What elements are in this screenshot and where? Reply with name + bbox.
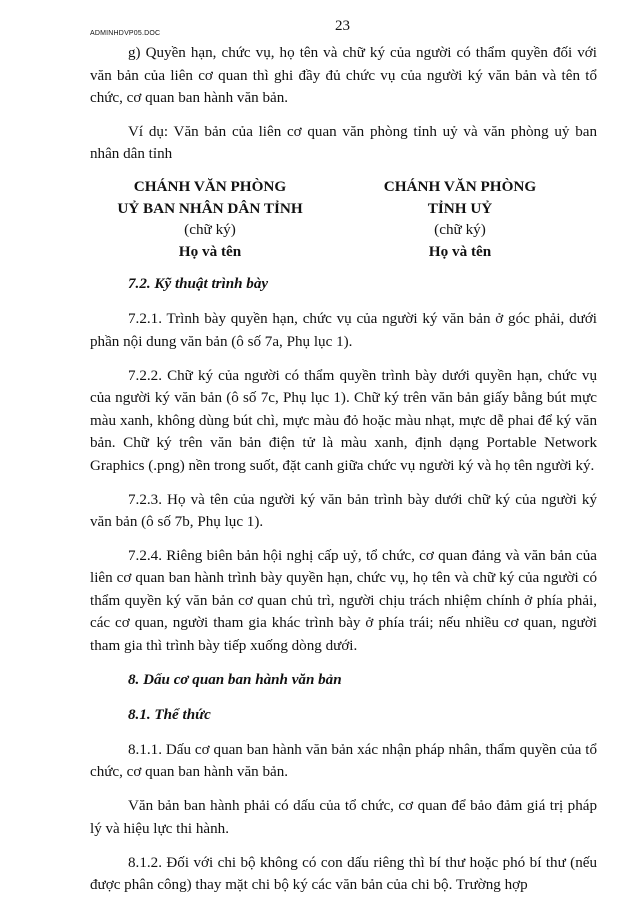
paragraph-7-2-3: 7.2.3. Họ và tên của người ký văn bản trình bày dưới chữ ký của người ký văn bản (ô số 7b, Phụ lục 1). xyxy=(90,491,597,531)
heading-8: 8. Dấu cơ quan ban hành văn bản xyxy=(128,671,342,688)
signature-right-name: Họ và tên xyxy=(428,242,492,260)
paragraph-8-1-1-b: Văn bản ban hành phải có dấu của tổ chức, cơ quan để bảo đảm giá trị pháp lý và hiệu lực thi hành. xyxy=(90,798,597,837)
heading-8-1: 8.1. Thể thức xyxy=(128,706,211,723)
document-body xyxy=(90,42,597,908)
signature-left-name: Họ và tên xyxy=(178,242,242,260)
signature-example-block xyxy=(90,176,597,262)
signature-left-title-1: CHÁNH VĂN PHÒNG xyxy=(133,178,287,196)
signature-left-title-2: UỶ BAN NHÂN DÂN TỈNH xyxy=(117,199,303,217)
signature-left-note: (chữ ký) xyxy=(184,221,236,239)
paragraph-example: Ví dụ: Văn bản của liên cơ quan văn phòng tỉnh uỷ và văn phòng uỷ ban nhân dân tỉnh xyxy=(90,123,597,163)
page-number: 23 xyxy=(335,18,350,34)
heading-7-2: 7.2. Kỹ thuật trình bày xyxy=(128,276,269,293)
paragraph-7-2-4: 7.2.4. Riêng biên bản hội nghị cấp uỷ, tổ chức, cơ quan đảng và văn bản của liên cơ quan ban hành trình bày quyền hạn, chức vụ, họ tên và chữ ký của người có thẩm quyền ký văn bản cơ quan chủ trì, người chịu trách nhiệm chính ở phía phải, các cơ quan, người tham gia khác trình bày ở phía trái; nếu nhiều cơ quan, người tham gia thì trình bày tiếp xuống dòng dưới. xyxy=(90,547,597,654)
paragraph-8-1-2: 8.1.2. Đối với chi bộ không có con dấu riêng thì bí thư hoặc phó bí thư (nếu được phân công) thay mặt chi bộ ký các văn bản của chi bộ. Trường hợp xyxy=(90,854,597,894)
signature-right-title-1: CHÁNH VĂN PHÒNG xyxy=(383,178,537,196)
paragraph-7-2-1: 7.2.1. Trình bày quyền hạn, chức vụ của người ký văn bản ở góc phải, dưới phần nội dung văn bản (ô số 7a, Phụ lục 1). xyxy=(90,311,597,350)
paragraph-g: g) Quyền hạn, chức vụ, họ tên và chữ ký của người có thẩm quyền đối với văn bản của liên cơ quan thì ghi đầy đủ chức vụ của người ký văn bản và tên tổ chức, cơ quan ban hành văn bản. xyxy=(90,45,597,106)
signature-left xyxy=(75,176,345,262)
signature-right-title-2: TỈNH UỶ xyxy=(427,199,493,217)
signature-right-note: (chữ ký) xyxy=(434,221,486,239)
paragraph-7-2-2: 7.2.2. Chữ ký của người có thẩm quyền trình bày dưới quyền hạn, chức vụ của người ký văn bản (ô số 7c, Phụ lục 1). Chữ ký trên văn bản giấy bằng bút mực màu xanh, không dùng bút chì, mực màu đỏ hoặc màu nhạt, mực dễ phai để ký văn bản. Chữ ký trên văn bản điện tử là màu xanh, định dạng Portable Network Graphics (.png) nền trong suốt, đặt canh giữa chức vụ người ký và họ tên người ký. xyxy=(90,367,597,474)
signature-right xyxy=(360,176,560,262)
document-file-code: ADMINHDVP05.DOC xyxy=(90,30,161,37)
paragraph-8-1-1: 8.1.1. Dấu cơ quan ban hành văn bản xác nhận pháp nhân, thẩm quyền của tổ chức, cơ quan ban hành văn bản. xyxy=(90,741,597,781)
